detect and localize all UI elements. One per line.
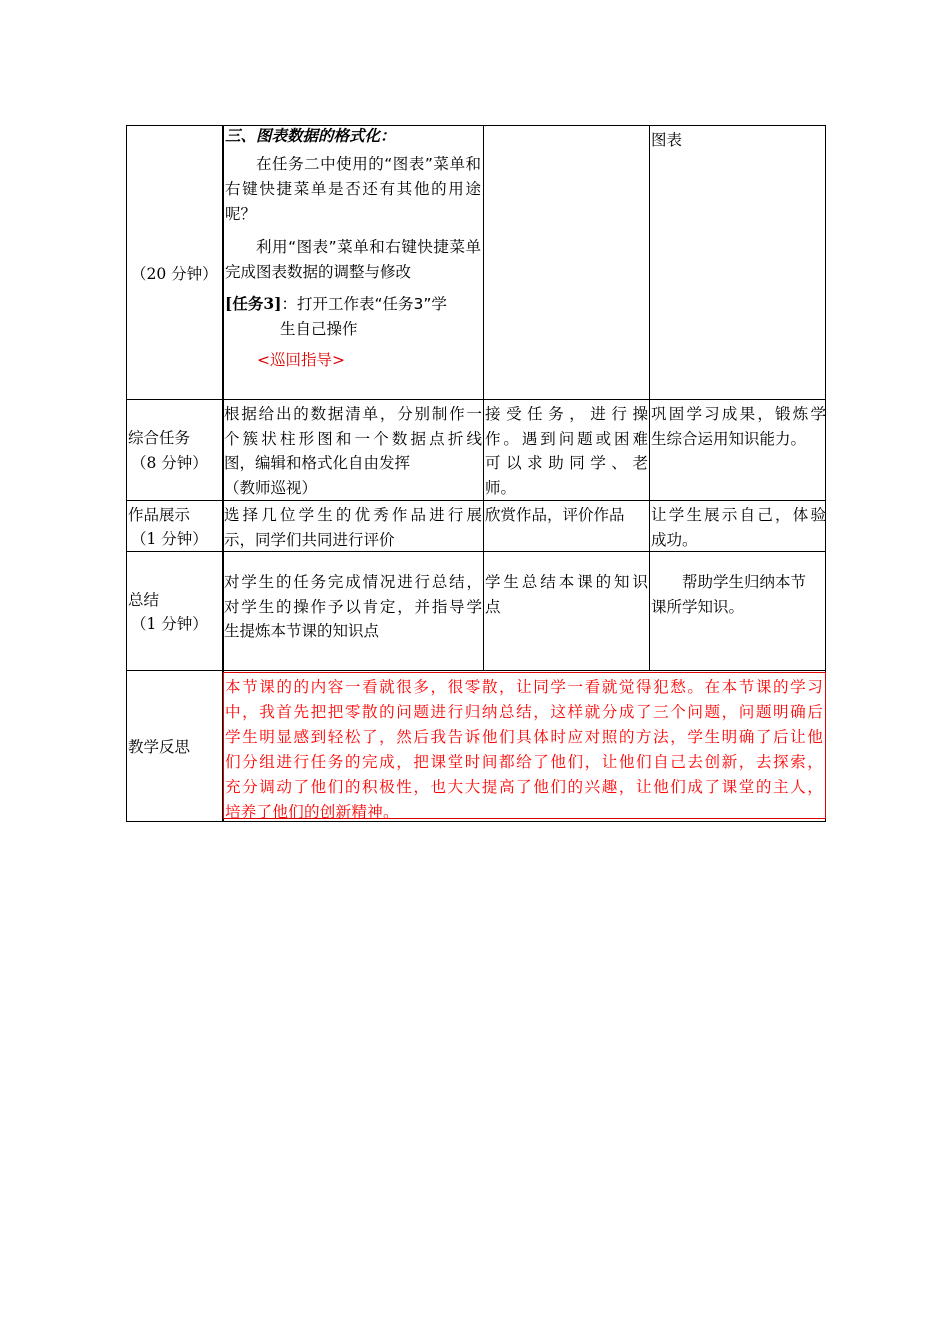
reflection-line: 培养了他们的创新精神。 (225, 803, 399, 821)
row1-paragraph-1: 在任务二中使用的“图表”菜单和右键快捷菜单是否还有其他的用途呢？ (225, 155, 481, 223)
row2-time: （8 分钟） (131, 454, 208, 472)
row2-teacher-line: 根据给出的数据清单，分别制作一 (224, 405, 482, 423)
row2-student-line: 可以求助同学、老 (485, 454, 648, 472)
row2-purpose-line: 巩固学习成果，锻炼学 (651, 405, 826, 423)
row3-teacher-line: 选择几位学生的优秀作品进行展 (224, 506, 482, 524)
row1-teacher-cell (225, 126, 481, 398)
row4-time: （1 分钟） (131, 615, 208, 633)
row3-teacher-line: 示，同学们共同进行评价 (224, 530, 395, 549)
reflection-line: 本节课的的内容一看就很多，很零散，让同学一看就觉得犯愁。在本节课的学习 (225, 678, 823, 696)
row5-stage: 教学反思 (128, 738, 191, 756)
row4-student-cell (485, 570, 648, 619)
lesson-plan-table (126, 125, 826, 822)
row2-purpose-cell (651, 402, 826, 451)
column-divider (649, 126, 650, 671)
reflection-text (225, 675, 823, 825)
row4-student-line: 点 (485, 597, 501, 616)
row2-teacher-cell (224, 402, 482, 500)
row-divider (127, 500, 825, 501)
row1-time: （20 分钟） (131, 265, 218, 283)
row4-teacher-line: 对学生的操作予以肯定，并指导学 (224, 597, 482, 616)
row1-purpose: 图表 (651, 131, 683, 149)
row1-paragraph-2: 利用“图表”菜单和右键快捷菜单完成图表数据的调整与修改 (225, 238, 481, 281)
row2-teacher-line: 个簇状柱形图和一个数据点折线 (224, 429, 482, 448)
task3-line (225, 291, 481, 317)
row2-teacher-line: （教师巡视） (224, 478, 318, 497)
row4-purpose-line: 课所学知识。 (651, 597, 745, 616)
row2-student-cell (485, 402, 648, 500)
row3-stage: 作品展示 (128, 506, 191, 524)
reflection-line: 们分组进行任务的完成，把课堂时间都给了他们，让他们自己去创新，去探索， (225, 753, 823, 771)
row4-teacher-line: 对学生的任务完成情况进行总结， (224, 573, 482, 591)
row4-stage: 总结 (128, 591, 160, 609)
row3-student: 欣赏作品，评价作品 (485, 506, 625, 524)
reflection-line: 充分调动了他们的积极性，也大大提高了他们的兴趣，让他们成了课堂的主人， (225, 778, 823, 796)
row3-purpose-line: 成功。 (651, 530, 698, 549)
task3-text: ：打开工作表“任务3”学 (281, 295, 447, 313)
row4-teacher-line: 生提炼本节课的知识点 (224, 622, 380, 640)
row-divider (127, 399, 825, 400)
row2-stage: 综合任务 (128, 429, 191, 447)
row4-teacher-cell (224, 570, 482, 644)
row2-student-line: 作。遇到问题或困难 (485, 429, 648, 448)
row2-purpose-line: 生综合运用知识能力。 (651, 429, 807, 448)
patrol-guidance-label: <巡回指导> (257, 351, 345, 369)
row2-student-line: 师。 (485, 478, 517, 497)
column-divider (483, 126, 484, 671)
row2-student-line: 接受任务，进行操 (485, 405, 648, 423)
row3-purpose-cell (651, 503, 826, 552)
row4-purpose-line: 帮助学生归纳本节 (651, 573, 807, 591)
row4-student-line: 学生总结本课的知识 (485, 573, 648, 591)
section-heading: 三、图表数据的格式化： (225, 127, 396, 145)
task3-label: [任务3] (225, 294, 282, 313)
row-divider (127, 670, 825, 671)
row3-purpose-line: 让学生展示自己，体验 (651, 506, 826, 524)
task3-text-cont: 生自己操作 (280, 320, 358, 338)
row3-teacher-cell (224, 503, 482, 552)
row3-time: （1 分钟） (131, 530, 208, 548)
reflection-line: 中，我首先把把零散的问题进行归纳总结，这样就分成了三个问题，问题明确后 (225, 703, 823, 721)
reflection-line: 学生明显感到轻松了，然后我告诉他们具体时应对照的方法，学生明确了后让他 (225, 728, 823, 746)
row2-teacher-line: 图，编辑和格式化自由发挥 (224, 454, 411, 472)
row4-purpose-cell (651, 570, 826, 619)
